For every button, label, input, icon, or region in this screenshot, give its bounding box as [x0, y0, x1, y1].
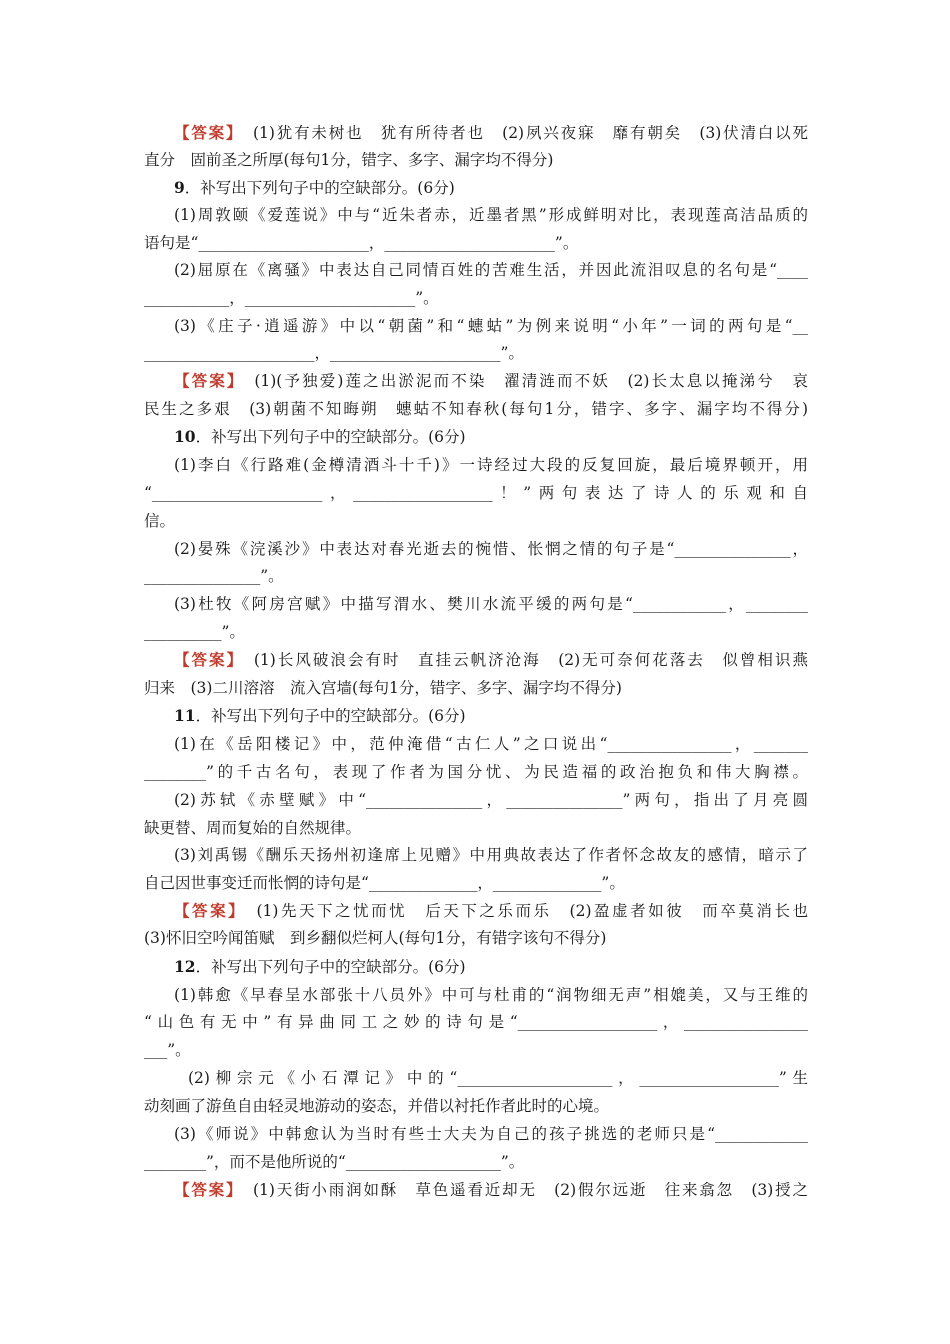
- question-text: 自己因世事变迁而怅惘的诗句是“______________，______________”。: [144, 874, 625, 892]
- answer-label: 【答案】: [174, 1180, 236, 1199]
- answer-line: 【答案】 (1)长风破浪会有时 直挂云帆济沧海 (2)无可奈何花落去 似曾相识燕: [174, 650, 808, 669]
- question-heading: 9．补写出下列句子中的空缺部分。(6分): [174, 178, 455, 197]
- question-text: (3)杜牧《阿房宫赋》中描写渭水、樊川水流平缓的两句是“____________，________: [174, 595, 808, 613]
- answer-line: 【答案】 (1)先天下之忧而忧 后天下之乐而乐 (2)盈虚者如彼 而卒莫消长也: [174, 901, 808, 920]
- answer-line: 民生之多艰 (3)朝菌不知晦朔 蟪蛄不知春秋(每句1分，错字、多字、漏字均不得分): [144, 400, 808, 418]
- question-heading: 12．补写出下列句子中的空缺部分。(6分): [174, 957, 466, 976]
- question-text: ________”，而不是他所说的“____________________”。: [144, 1153, 525, 1171]
- question-number: 10: [174, 427, 196, 446]
- question-text: 语句是“______________________，______________________”。: [144, 234, 579, 252]
- question-text: ________”的千古名句，表现了作者为国分忧、为民造福的政治抱负和伟大胸襟。: [144, 763, 808, 781]
- question-text: (2)苏轼《赤壁赋》中“_______________，_______________”两句，指出了月亮圆: [174, 791, 808, 809]
- question-text: (3)刘禹锡《酬乐天扬州初逢席上见赠》中用典故表达了作者怀念故友的感情，暗示了: [174, 846, 808, 864]
- question-heading: 10．补写出下列句子中的空缺部分。(6分): [174, 427, 466, 446]
- question-text: (3)《师说》中韩愈认为当时有些士大夫为自己的孩子挑选的老师只是“____________: [174, 1125, 808, 1143]
- question-number: 12: [174, 957, 196, 976]
- question-text: “______________________，__________________！”两句表达了诗人的乐观和自: [144, 484, 808, 502]
- answer-line: 【答案】 (1)犹有未树也 犹有所待者也 (2)夙兴夜寐 靡有朝矣 (3)伏清白以死: [174, 123, 808, 142]
- answer-line: 【答案】 (1)天街小雨润如酥 草色遥看近却无 (2)假尔远逝 往来翕忽 (3)授之: [174, 1180, 808, 1199]
- answer-label: 【答案】: [174, 650, 237, 669]
- question-text: ___________，______________________”。: [144, 289, 439, 307]
- question-text: (1)李白《行路难(金樽清酒斗十千)》一诗经过大段的反复回旋，最后境界顿开，用: [174, 456, 808, 474]
- question-text: 信。: [144, 512, 176, 530]
- question-text: __________”。: [144, 623, 245, 641]
- answer-label: 【答案】: [174, 371, 237, 390]
- question-text: (2)柳宗元《小石潭记》中的“____________________，__________________”生: [188, 1069, 808, 1087]
- answer-line: (3)怀旧空吟闻笛赋 到乡翻似烂柯人(每句1分，有错字该句不得分): [144, 929, 607, 947]
- question-text: (2)晏殊《浣溪沙》中表达对春光逝去的惋惜、怅惘之情的句子是“_______________，: [174, 540, 808, 558]
- question-text: (2)屈原在《离骚》中表达自己同情百姓的苦难生活，并因此流泪叹息的名句是“____: [174, 261, 808, 279]
- question-text: (3)《庄子·逍遥游》中以“朝菌”和“蟪蛄”为例来说明“小年”一词的两句是“__: [174, 317, 808, 335]
- answer-line: 【答案】 (1)(予独爱)莲之出淤泥而不染 濯清涟而不妖 (2)长太息以掩涕兮 哀: [174, 371, 808, 390]
- answer-line: 归来 (3)二川溶溶 流入宫墙(每句1分，错字、多字、漏字均不得分): [144, 679, 622, 697]
- question-number: 11: [174, 706, 196, 725]
- question-text: 动刻画了游鱼自由轻灵地游动的姿态，并借以衬托作者此时的心境。: [144, 1097, 610, 1115]
- question-text: “山色有无中”有异曲同工之妙的诗句是“__________________，________________: [144, 1013, 808, 1031]
- question-text: 缺更替、周而复始的自然规律。: [144, 819, 362, 837]
- question-number: 9: [174, 178, 185, 197]
- answer-label: 【答案】: [174, 123, 236, 142]
- question-text: (1)在《岳阳楼记》中，范仲淹借“古仁人”之口说出“________________，_______: [174, 735, 808, 753]
- question-text: (1)韩愈《早春呈水部张十八员外》中可与杜甫的“润物细无声”相媲美，又与王维的: [174, 986, 808, 1004]
- answer-line: 直分 固前圣之所厚(每句1分，错字、多字、漏字均不得分): [144, 151, 554, 169]
- question-heading: 11．补写出下列句子中的空缺部分。(6分): [174, 706, 466, 725]
- question-text: _______________”。: [144, 567, 284, 585]
- answer-label: 【答案】: [174, 901, 239, 920]
- question-text: ___”。: [144, 1041, 191, 1059]
- question-text: ______________________，______________________”。: [144, 344, 524, 362]
- question-text: (1)周敦颐《爱莲说》中与“近朱者赤，近墨者黑”形成鲜明对比，表现莲高洁品质的: [174, 206, 808, 224]
